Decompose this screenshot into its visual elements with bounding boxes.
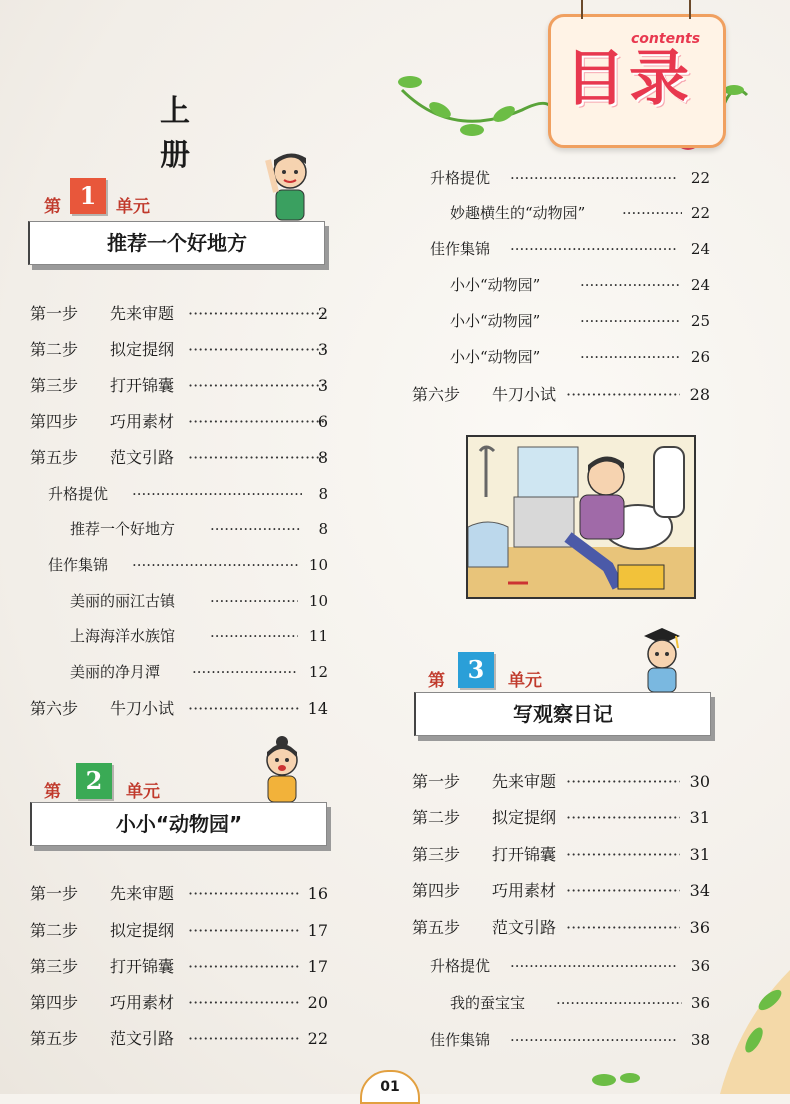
toc-row[interactable]: 升格提优 ····· 36 xyxy=(430,951,710,981)
unit-1-prefix: 第 xyxy=(44,197,61,217)
toc-row[interactable]: 第四步 巧用素材 ····· 34 xyxy=(412,876,710,906)
unit-3-title: 写观察日记 xyxy=(414,692,711,736)
page-number: 01 xyxy=(360,1070,420,1104)
toc-row[interactable]: 推荐一个好地方 ····· 8 xyxy=(70,514,328,544)
toc-row[interactable]: 第四步 巧用素材 ····· 6 xyxy=(30,407,328,437)
unit-2-prefix: 第 xyxy=(44,782,61,802)
toc-row[interactable]: 第五步 范文引路 ····· 22 xyxy=(30,1024,328,1054)
unit-1-suffix: 单元 xyxy=(116,197,150,217)
toc-row[interactable]: 妙趣横生的“动物园” ····· 22 xyxy=(450,198,710,228)
toc-row[interactable]: 升格提优 ····· 22 xyxy=(430,163,710,193)
toc-row[interactable]: 第二步 拟定提纲 ····· 17 xyxy=(30,916,328,946)
boy-fixing-toilet-icon xyxy=(468,437,694,597)
unit-3-suffix: 单元 xyxy=(508,671,542,691)
toc-row[interactable]: 小小“动物园” ····· 24 xyxy=(450,270,710,300)
contents-subtitle: contents xyxy=(631,31,701,47)
plumbing-illustration xyxy=(466,435,696,599)
toc-row[interactable]: 第六步 牛刀小试 ····· 28 xyxy=(412,380,710,410)
unit-2-label xyxy=(44,763,224,803)
toc-row[interactable]: 美丽的丽江古镇 ····· 10 xyxy=(70,586,328,616)
toc-row[interactable]: 小小“动物园” ····· 26 xyxy=(450,342,710,372)
bottom-leaf-icon xyxy=(590,1064,650,1094)
unit-3-prefix: 第 xyxy=(428,671,445,691)
toc-row[interactable]: 第三步 打开锦囊 ····· 17 xyxy=(30,952,328,982)
unit-3-label xyxy=(428,652,608,692)
unit-2-title: 小小“动物园” xyxy=(30,802,327,846)
unit-2-number: 2 xyxy=(76,763,112,799)
toc-row[interactable]: 第五步 范文引路 ····· 8 xyxy=(30,443,328,473)
volume-title: 上 册 xyxy=(160,94,212,173)
contents-badge xyxy=(548,14,726,148)
toc-row[interactable]: 小小“动物园” ····· 25 xyxy=(450,306,710,336)
toc-row[interactable]: 升格提优 ····· 8 xyxy=(48,479,328,509)
toc-row[interactable]: 第二步 拟定提纲 ····· 3 xyxy=(30,335,328,365)
unit-1-title: 推荐一个好地方 xyxy=(28,221,325,265)
toc-row[interactable]: 第三步 打开锦囊 ····· 3 xyxy=(30,371,328,401)
toc-row[interactable]: 上海海洋水族馆 ····· 11 xyxy=(70,621,328,651)
unit-3-number: 3 xyxy=(458,652,494,688)
toc-row[interactable]: 第三步 打开锦囊 ····· 31 xyxy=(412,840,710,870)
unit-2-suffix: 单元 xyxy=(126,782,160,802)
toc-row[interactable]: 我的蚕宝宝 ····· 36 xyxy=(450,988,710,1018)
girl-icon xyxy=(258,734,306,802)
scholar-boy-icon xyxy=(640,624,684,694)
toc-row[interactable]: 佳作集锦 ····· 38 xyxy=(430,1025,710,1055)
unit-1-label xyxy=(44,178,224,218)
toc-row[interactable]: 第一步 先来审题 ····· 30 xyxy=(412,767,710,797)
toc-row[interactable]: 第一步 先来审题 ····· 16 xyxy=(30,879,328,909)
toc-row[interactable]: 美丽的净月潭 ····· 12 xyxy=(70,657,328,687)
corner-leaf-decoration-icon xyxy=(700,960,790,1094)
contents-title: 目录 xyxy=(565,44,693,114)
toc-row[interactable]: 第四步 巧用素材 ····· 20 xyxy=(30,988,328,1018)
boy-waving-icon xyxy=(262,150,318,222)
unit-1-number: 1 xyxy=(70,178,106,214)
toc-row[interactable]: 第一步 先来审题 ····· 2 xyxy=(30,299,328,329)
toc-row[interactable]: 第五步 范文引路 ····· 36 xyxy=(412,913,710,943)
toc-row[interactable]: 第二步 拟定提纲 ····· 31 xyxy=(412,803,710,833)
toc-row[interactable]: 佳作集锦 ····· 24 xyxy=(430,234,710,264)
toc-row[interactable]: 第六步 牛刀小试 ····· 14 xyxy=(30,694,328,724)
toc-row[interactable]: 佳作集锦 ····· 10 xyxy=(48,550,328,580)
